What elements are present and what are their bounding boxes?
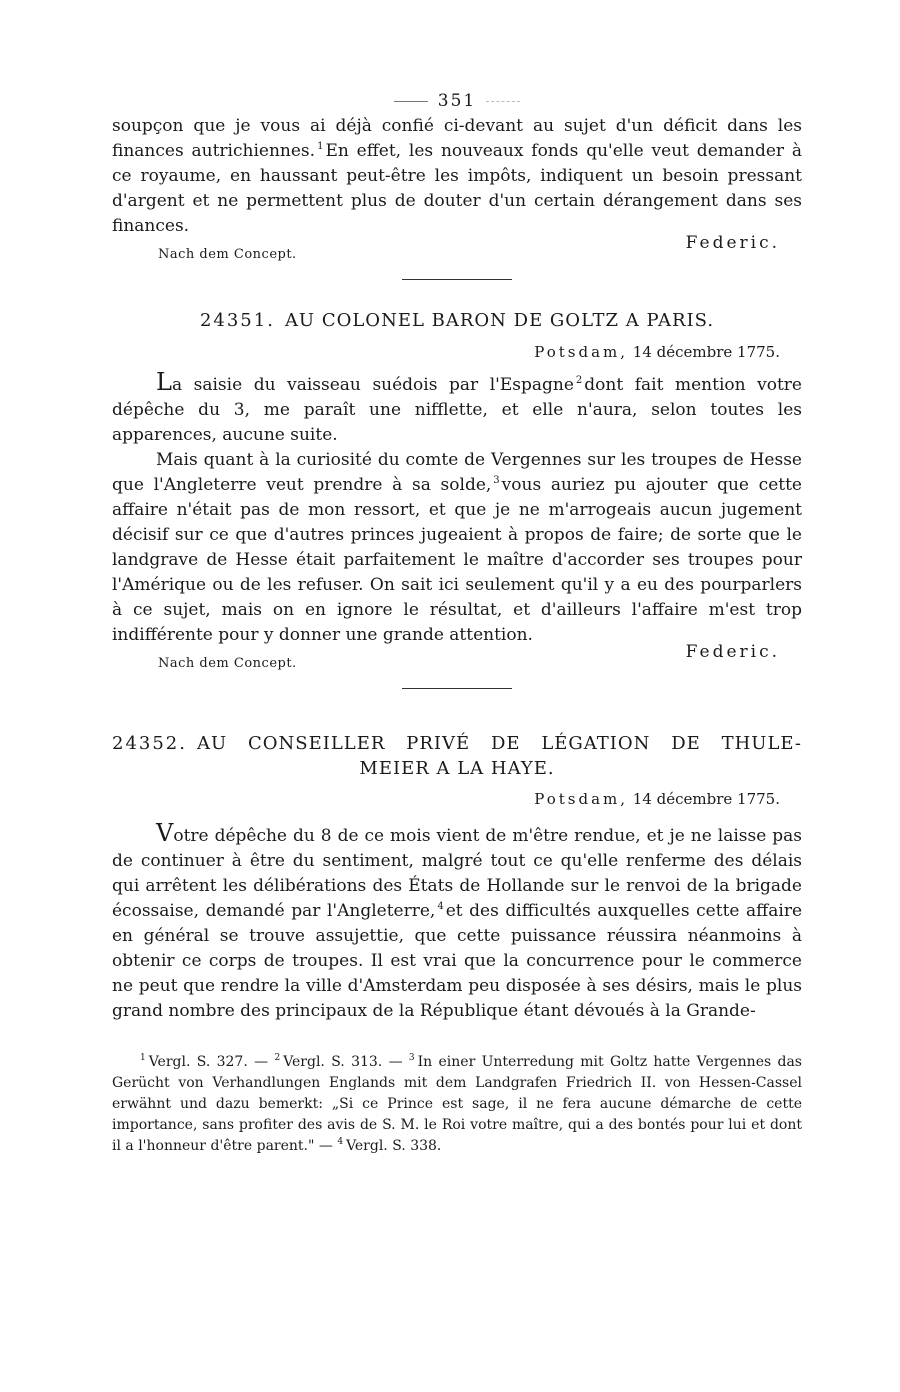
letter-title-line2: MEIER A LA HAYE. — [359, 758, 555, 779]
letter-signoff — [112, 642, 802, 674]
footnote-marker-4: 4 — [337, 1137, 344, 1148]
letter-heading-24352 — [112, 731, 802, 757]
previous-letter-text-a: soupçon que je vous ai déjà confié ci-devant au sujet d'un déficit dans les finances autrichiennes. — [112, 116, 802, 161]
initial-letter: L — [156, 368, 172, 396]
paragraph-text: otre dépêche du 8 de ce mois vient de m'être rendue, et je ne laisse pas de continuer à être du sentiment, malgré tout ce qu'elle renferme des délais qui arrêtent les délibérations des États de Hollande sur le renvoi de la brigade écossaise, demandé par l'Angleterre, — [112, 826, 802, 921]
page-number: 351 — [437, 91, 477, 111]
letter-paragraph — [112, 821, 802, 1024]
section-divider — [402, 279, 512, 280]
footnote-ref-2[interactable]: 2 — [575, 375, 583, 387]
dateline — [112, 787, 780, 811]
source-note: Nach dem Concept. — [158, 656, 297, 671]
footnote-ref-4[interactable]: 4 — [437, 901, 444, 913]
dateline — [112, 340, 780, 364]
letter-title: AU COLONEL BARON DE GOLTZ A PARIS. — [284, 310, 715, 331]
dateline-date: 14 décembre 1775. — [632, 790, 780, 808]
footnote-text-4: Vergl. S. 338. — [346, 1138, 442, 1154]
dateline-place: Potsdam, — [534, 343, 629, 361]
previous-letter-paragraph — [112, 114, 802, 239]
footnote-marker-3: 3 — [408, 1053, 415, 1064]
letter-title-line1: AU CONSEILLER PRIVÉ DE LÉGATION DE THULE- — [196, 733, 802, 754]
footnote-ref-1[interactable]: 1 — [317, 141, 324, 153]
footnote-text-2: Vergl. S. 313. — — [283, 1054, 403, 1070]
source-note: Nach dem Concept. — [158, 247, 297, 262]
book-page — [112, 88, 802, 1157]
header-rule-right — [486, 101, 520, 102]
footnote-text-1: Vergl. S. 327. — — [148, 1054, 269, 1070]
paragraph-text: a saisie du vaisseau suédois par l'Espagne — [171, 375, 574, 395]
initial-letter: V — [156, 819, 174, 847]
letter-paragraph — [112, 448, 802, 648]
dateline-place: Potsdam, — [534, 790, 629, 808]
paragraph-text: et des difficultés auxquelles cette affaire en général se trouve assujettie, que cette puissance réussira néanmoins à obtenir ce corps de troupes. Il est vrai que la concurrence pour le commerce ne peut que rendre la ville d'Amsterdam peu disposée à ses désirs, mais le plus grand nombre des principaux de la République étant dévoués à la Grande- — [112, 901, 803, 1021]
paragraph-text: vous auriez pu ajouter que cette affaire n'était pas de mon ressort, et que je ne m'arrogeais aucun jugement décisif sur ce que d'autres princes jugeaient à propos de faire; de sorte que le landgrave de Hesse était parfaitement le maître d'accorder ses troupes pour l'Amérique ou de les refuser. On sait ici seulement qu'il y a eu des pourparlers à ce sujet, mais on en ignore le résultat, et d'ailleurs l'affaire m'est trop indifférente pour y donner une grande attention. — [112, 475, 802, 645]
previous-letter-text-b: En effet, les nouveaux fonds qu'elle veut demander à ce royaume, en haussant peut-être les impôts, indiquent un besoin pressant d'argent et ne permettent plus de douter d'un certain dérangement dans ses finances. — [112, 141, 803, 236]
signature: Federic. — [685, 233, 780, 253]
header-rule-left — [394, 101, 428, 102]
letter-heading-24351 — [112, 308, 802, 334]
signature: Federic. — [685, 642, 780, 662]
page-header — [112, 88, 802, 114]
footnotes — [112, 1052, 802, 1157]
dateline-date: 14 décembre 1775. — [632, 343, 780, 361]
letter-number: 24351. — [199, 310, 275, 331]
previous-letter-signoff — [112, 233, 802, 265]
footnote-marker-2: 2 — [274, 1053, 281, 1064]
footnote-ref-3[interactable]: 3 — [493, 475, 500, 487]
section-divider — [402, 688, 512, 689]
paragraph-text: dont fait mention votre dépêche du 3, me paraît une nifflette, et elle n'aura, selon toutes les apparences, aucune suite. — [112, 375, 802, 445]
footnote-text-3: In einer Unterredung mit Goltz hatte Vergennes das Gerücht von Verhandlungen Englands mit dem Landgrafen Friedrich II. von Hessen-Cassel erwähnt und dazu bemerkt: „Si ce Prince est sage, il ne fera aucune démarche de cette importance, sans profiter des avis de S. M. le Roi votre maître, qui a des bontés pour lui et dont il a l'honneur d'être parent." — — [112, 1054, 802, 1154]
footnote-marker-1: 1 — [140, 1053, 146, 1064]
letter-number: 24352. — [112, 733, 187, 754]
paragraph-text: Mais quant à la curiosité du comte de Vergennes sur les troupes de Hesse que l'Angleterre veut prendre à sa solde, — [112, 450, 802, 495]
footnote-block — [112, 1052, 802, 1157]
letter-paragraph — [112, 370, 802, 448]
